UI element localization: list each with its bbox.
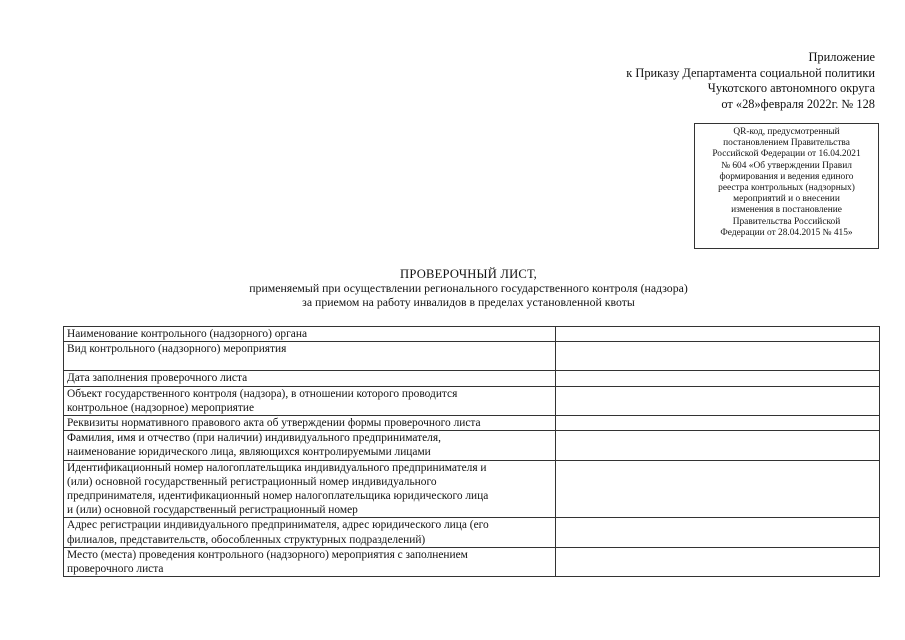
- appendix-header: [626, 50, 875, 112]
- qr-note-line: реестра контрольных (надзорных): [718, 183, 855, 194]
- qr-note-line: Федерации от 28.04.2015 № 415»: [720, 227, 853, 238]
- qr-note-line: Российской Федерации от 16.04.2021: [712, 149, 861, 160]
- table-row: [64, 547, 880, 576]
- row-value-cell[interactable]: [556, 386, 880, 415]
- row-value-cell[interactable]: [556, 518, 880, 547]
- row-label-line: и (или) основной государственный регистрационный номер: [67, 504, 358, 517]
- row-label: [64, 386, 556, 415]
- qr-code-placeholder: [694, 123, 879, 249]
- table-row: [64, 518, 880, 547]
- row-label: [64, 327, 556, 342]
- document-title: [0, 267, 905, 310]
- row-label-line: Идентификационный номер налогоплательщика индивидуального предпринимателя и: [67, 461, 487, 474]
- row-value-cell[interactable]: [556, 371, 880, 386]
- row-label-line: Реквизиты нормативного правового акта об утверждении формы проверочного листа: [67, 417, 481, 430]
- table-row: [64, 460, 880, 518]
- row-value-cell[interactable]: [556, 342, 880, 371]
- row-label-line: филиалов, представительств, обособленных структурных подразделений): [67, 533, 426, 546]
- row-label-line: предпринимателя, идентификационный номер налогоплательщика юридического лица: [67, 490, 489, 503]
- title-subtitle: за приемом на работу инвалидов в пределах установленной квоты: [302, 295, 635, 310]
- row-label-line: проверочного листа: [67, 563, 164, 576]
- row-label-line: Объект государственного контроля (надзора), в отношении которого проводится: [67, 387, 458, 400]
- table-row: [64, 386, 880, 415]
- qr-note-line: № 604 «Об утверждении Правил: [721, 160, 852, 171]
- row-label: [64, 371, 556, 386]
- row-label-line: Дата заполнения проверочного листа: [67, 372, 248, 385]
- qr-note-line: изменения в постановление: [731, 205, 842, 216]
- appendix-line: Чукотского автономного округа: [707, 81, 875, 95]
- qr-note-line: Правительства Российской: [732, 216, 841, 227]
- row-label: [64, 518, 556, 547]
- checklist-table: [63, 326, 880, 577]
- row-label: [64, 431, 556, 460]
- table-row: [64, 371, 880, 386]
- row-label-line: [67, 356, 552, 370]
- row-label-line: контрольное (надзорное) мероприятие: [67, 401, 255, 414]
- row-value-cell[interactable]: [556, 327, 880, 342]
- row-label-line: Фамилия, имя и отчество (при наличии) индивидуального предпринимателя,: [67, 432, 441, 445]
- qr-note-line: постановлением Правительства: [723, 138, 850, 149]
- row-label: [64, 547, 556, 576]
- table-row: [64, 416, 880, 431]
- table-row: [64, 342, 880, 371]
- qr-note-line: формирования и ведения единого: [719, 171, 854, 182]
- row-label-line: Адрес регистрации индивидуального предпринимателя, адрес юридического лица (его: [67, 519, 489, 532]
- table-row: [64, 431, 880, 460]
- row-value-cell[interactable]: [556, 416, 880, 431]
- row-label-line: Вид контрольного (надзорного) мероприятия: [67, 343, 287, 356]
- title-subtitle: применяемый при осуществлении регионального государственного контроля (надзора): [249, 281, 688, 296]
- qr-note-line: мероприятий и о внесении: [733, 194, 840, 205]
- table-row: [64, 327, 880, 342]
- row-label-line: Наименование контрольного (надзорного) органа: [67, 328, 308, 340]
- row-value-cell[interactable]: [556, 431, 880, 460]
- row-label-line: Место (места) проведения контрольного (надзорного) мероприятия с заполнением: [67, 548, 468, 561]
- row-label-line: (или) основной государственный регистрационный номер индивидуального: [67, 475, 437, 488]
- appendix-line: к Приказу Департамента социальной политики: [626, 65, 875, 80]
- appendix-line: от «28»февраля 2022г. № 128: [721, 96, 875, 111]
- qr-note-line: QR-код, предусмотренный: [733, 127, 840, 137]
- title-heading: ПРОВЕРОЧНЫЙ ЛИСТ,: [400, 267, 537, 281]
- row-label: [64, 460, 556, 518]
- appendix-line: Приложение: [808, 50, 875, 64]
- row-label: [64, 416, 556, 431]
- row-label: [64, 342, 556, 371]
- row-value-cell[interactable]: [556, 460, 880, 518]
- row-value-cell[interactable]: [556, 547, 880, 576]
- row-label-line: наименование юридического лица, являющихся контролируемыми лицами: [67, 446, 431, 459]
